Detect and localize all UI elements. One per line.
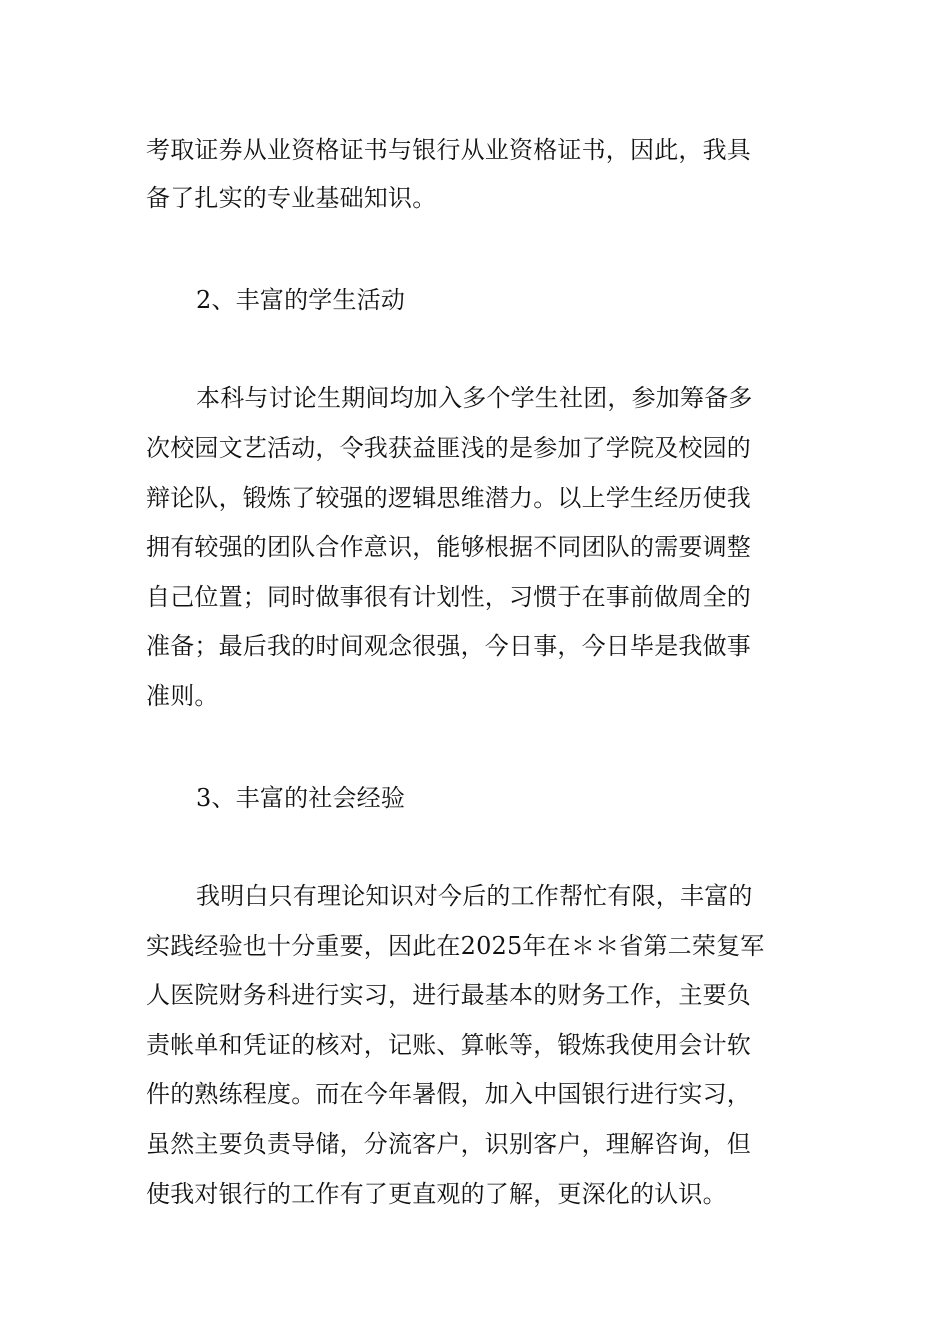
paragraph-3-line-2: 实践经验也十分重要，因此在2025年在＊＊省第二荣复军 (146, 932, 765, 960)
paragraph-3-line-4: 责帐单和凭证的核对，记账、算帐等，锻炼我使用会计软 (146, 1031, 751, 1059)
paragraph-2-line-4: 拥有较强的团队合作意识，能够根据不同团队的需要调整 (146, 533, 751, 561)
paragraph-1-line-2: 备了扎实的专业基础知识。 (146, 184, 437, 212)
paragraph-2-line-5: 自己位置；同时做事很有计划性，习惯于在事前做周全的 (146, 583, 751, 611)
paragraph-3-line-1: 我明白只有理论知识对今后的工作帮忙有限，丰富的 (196, 882, 753, 910)
paragraph-2-line-6: 准备；最后我的时间观念很强，今日事，今日毕是我做事 (146, 632, 751, 660)
paragraph-3-line-3: 人医院财务科进行实习，进行最基本的财务工作，主要负 (146, 981, 751, 1009)
section-heading-3: 3、丰富的社会经验 (196, 784, 406, 812)
paragraph-2-line-3: 辩论队，锻炼了较强的逻辑思维潜力。以上学生经历使我 (146, 484, 751, 512)
paragraph-3-line-7: 使我对银行的工作有了更直观的了解，更深化的认识。 (146, 1180, 727, 1208)
paragraph-3-line-6: 虽然主要负责导储，分流客户，识别客户，理解咨询，但 (146, 1130, 751, 1158)
paragraph-1-line-1: 考取证券从业资格证书与银行从业资格证书，因此，我具 (146, 136, 751, 164)
paragraph-2-line-7: 准则。 (146, 682, 219, 710)
paragraph-2-line-2: 次校园文艺活动，令我获益匪浅的是参加了学院及校园的 (146, 434, 751, 462)
paragraph-3-line-5: 件的熟练程度。而在今年暑假，加入中国银行进行实习， (146, 1080, 751, 1108)
paragraph-2-line-1: 本科与讨论生期间均加入多个学生社团，参加筹备多 (196, 384, 753, 412)
section-heading-2: 2、丰富的学生活动 (196, 286, 406, 314)
